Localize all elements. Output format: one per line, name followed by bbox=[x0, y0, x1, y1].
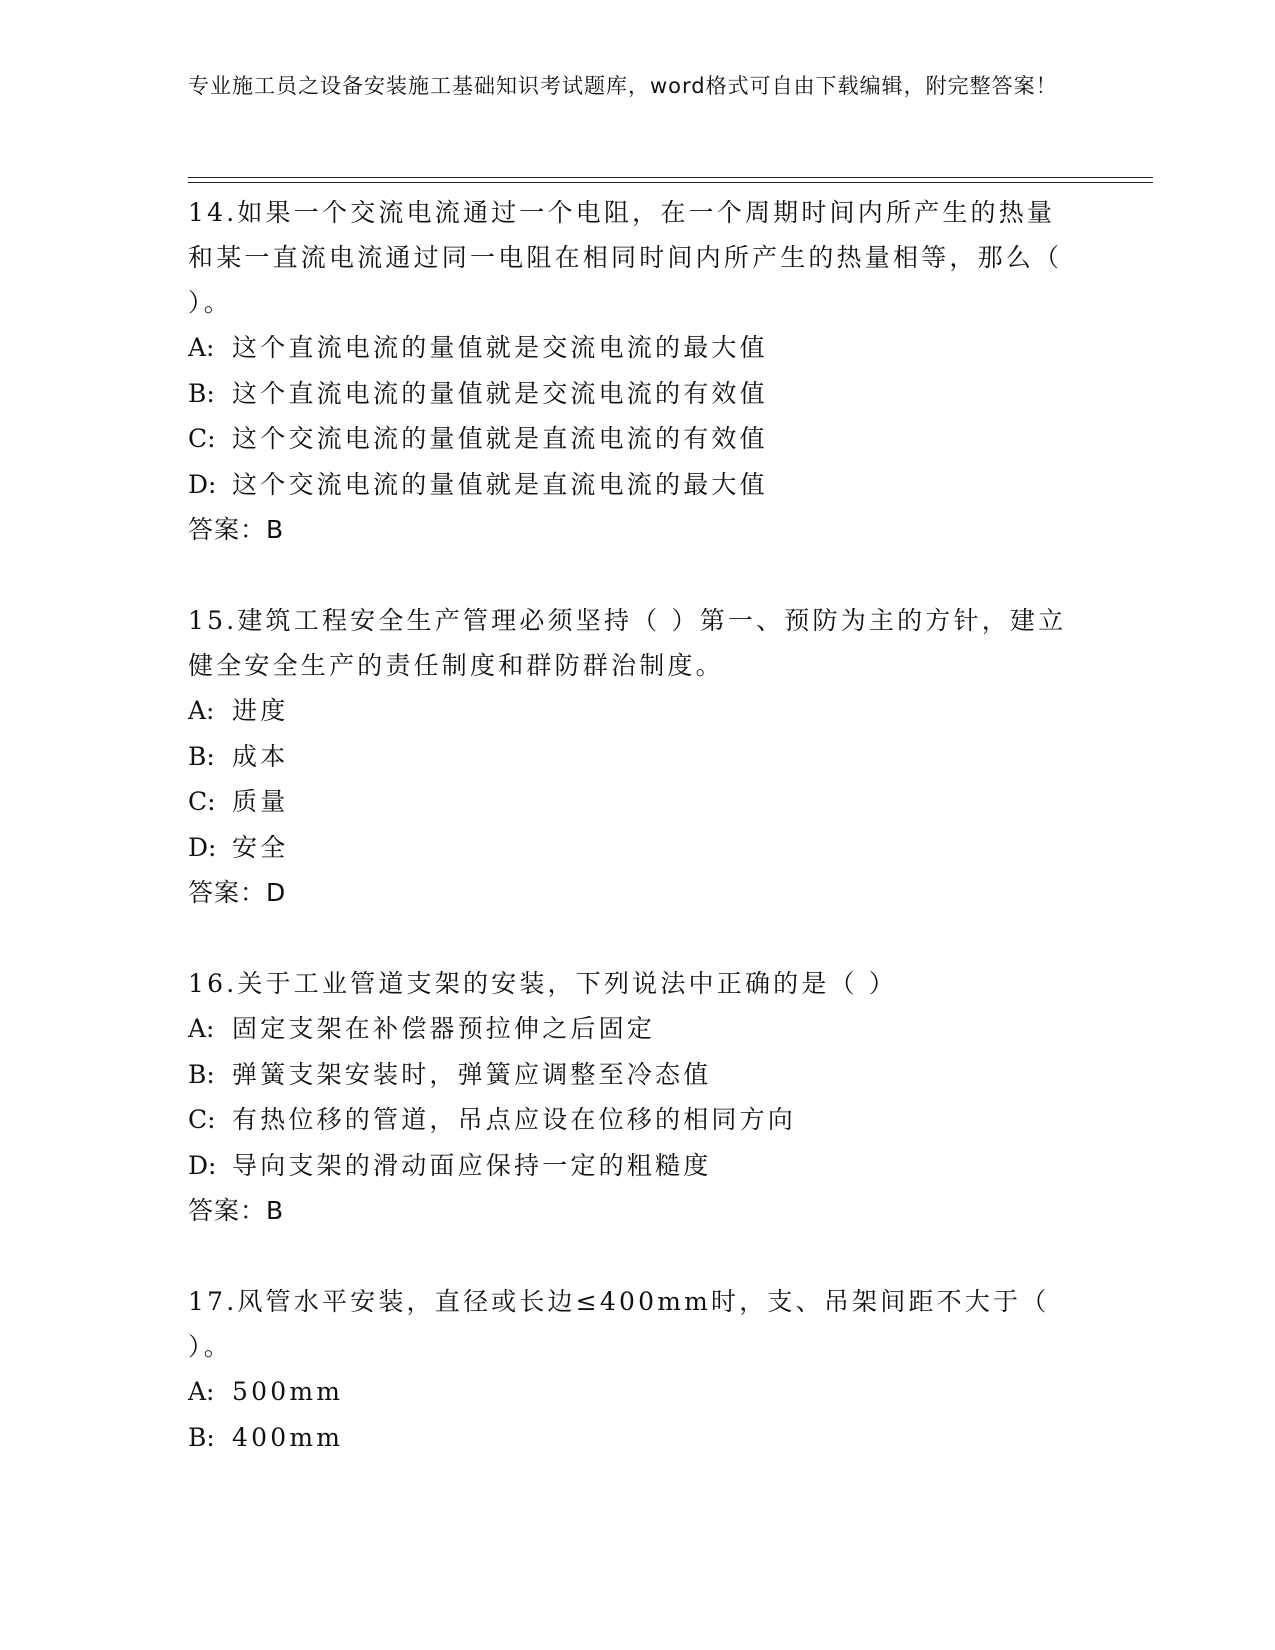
option-c bbox=[188, 779, 1088, 825]
option-key: D: bbox=[188, 1150, 217, 1180]
option-a bbox=[188, 325, 1088, 371]
option-key: A: bbox=[188, 1377, 215, 1406]
question-stem: 15.建筑工程安全生产管理必须坚持（ ）第一、预防为主的方针，建立健全安全生产的责任制度和群防群治制度。 bbox=[188, 606, 1067, 680]
option-c bbox=[188, 416, 1088, 462]
option-text: 这个交流电流的量值就是直流电流的有效值 bbox=[232, 424, 768, 453]
option-text: 这个直流电流的量值就是交流电流的最大值 bbox=[232, 333, 768, 362]
option-text: 500mm bbox=[232, 1377, 344, 1406]
option-d bbox=[188, 1143, 1088, 1189]
question-stem: 16.关于工业管道支架的安装，下列说法中正确的是（ ） bbox=[188, 969, 898, 998]
option-b bbox=[188, 371, 1088, 417]
question-stem: 17.风管水平安装，直径或长边≤400mm时，支、吊架间距不大于（ ）。 bbox=[188, 1287, 1050, 1361]
option-text: 弹簧支架安装时，弹簧应调整至冷态值 bbox=[232, 1059, 712, 1089]
option-text: 有热位移的管道，吊点应设在位移的相同方向 bbox=[232, 1105, 797, 1134]
option-text: 质量 bbox=[232, 787, 289, 816]
option-b bbox=[188, 734, 1088, 780]
option-text: 导向支架的滑动面应保持一定的粗糙度 bbox=[232, 1150, 712, 1180]
option-text: 这个直流电流的量值就是交流电流的有效值 bbox=[232, 378, 768, 408]
question-17 bbox=[188, 1279, 1088, 1460]
question-list bbox=[188, 190, 1088, 1505]
option-key: B: bbox=[188, 378, 215, 408]
option-key: B: bbox=[188, 741, 215, 771]
option-c bbox=[188, 1097, 1088, 1143]
question-15 bbox=[188, 598, 1088, 916]
option-key: B: bbox=[188, 1422, 215, 1452]
option-text: 固定支架在补偿器预拉伸之后固定 bbox=[232, 1014, 656, 1043]
option-d bbox=[188, 825, 1088, 871]
option-text: 这个交流电流的量值就是直流电流的最大值 bbox=[232, 469, 768, 499]
option-a bbox=[188, 1369, 1088, 1415]
option-key: A: bbox=[188, 333, 215, 362]
answer-line: 答案：B bbox=[188, 515, 285, 544]
option-key: C: bbox=[188, 787, 216, 816]
header-text: 专业施工员之设备安装施工基础知识考试题库，word格式可自由下载编辑，附完整答案！ bbox=[188, 74, 1058, 98]
answer-line: 答案：D bbox=[188, 878, 287, 907]
option-text: 进度 bbox=[232, 696, 289, 725]
option-key: A: bbox=[188, 1014, 215, 1043]
option-key: D: bbox=[188, 469, 217, 499]
question-16 bbox=[188, 961, 1088, 1234]
option-key: B: bbox=[188, 1059, 215, 1089]
option-key: A: bbox=[188, 696, 215, 725]
option-b bbox=[188, 1415, 1088, 1461]
answer-line: 答案：B bbox=[188, 1196, 285, 1225]
option-a bbox=[188, 1006, 1088, 1052]
option-a bbox=[188, 688, 1088, 734]
option-key: C: bbox=[188, 1105, 216, 1134]
option-b bbox=[188, 1052, 1088, 1098]
header-divider-bottom bbox=[188, 182, 1153, 183]
option-text: 400mm bbox=[232, 1422, 344, 1452]
document-header bbox=[188, 70, 1148, 102]
option-d bbox=[188, 462, 1088, 508]
option-text: 成本 bbox=[232, 741, 289, 771]
option-key: D: bbox=[188, 832, 217, 862]
question-14 bbox=[188, 190, 1088, 553]
option-text: 安全 bbox=[232, 832, 289, 862]
option-key: C: bbox=[188, 424, 216, 453]
question-stem: 14.如果一个交流电流通过一个电阻，在一个周期时间内所产生的热量和某一直流电流通过同一电阻在相同时间内所产生的热量相等，那么（ ）。 bbox=[188, 198, 1063, 317]
header-divider-top bbox=[188, 177, 1153, 178]
